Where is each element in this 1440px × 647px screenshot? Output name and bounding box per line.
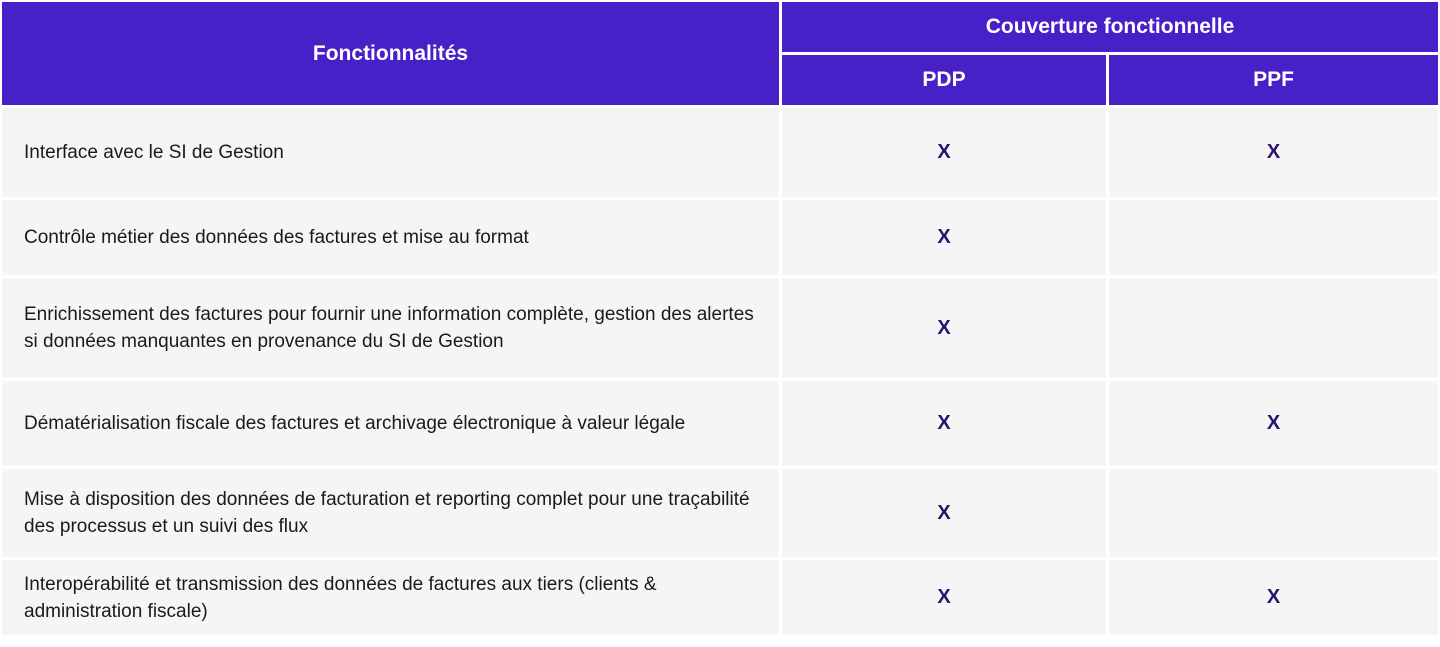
table-row	[2, 200, 1438, 278]
table-row	[2, 469, 1438, 560]
feature-cell: Enrichissement des factures pour fournir une information complète, gestion des alertes si données manquantes en provenance du SI de Gestion	[2, 278, 782, 381]
feature-cell: Interface avec le SI de Gestion	[2, 108, 782, 200]
header-pdp: PDP	[782, 55, 1109, 108]
table-row	[2, 108, 1438, 200]
feature-cell: Interopérabilité et transmission des données de factures aux tiers (clients & administration fiscale)	[2, 560, 782, 635]
coverage-table	[2, 2, 1438, 635]
feature-cell: Contrôle métier des données des factures et mise au format	[2, 200, 782, 278]
ppf-cell: X	[1109, 108, 1438, 200]
feature-cell: Mise à disposition des données de facturation et reporting complet pour une traçabilité des processus et un suivi des flux	[2, 469, 782, 560]
header-ppf: PPF	[1109, 55, 1438, 108]
ppf-cell: X	[1109, 560, 1438, 635]
header-row-top	[2, 2, 1438, 55]
header-features: Fonctionnalités	[2, 2, 782, 108]
pdp-cell: X	[782, 278, 1109, 381]
ppf-cell: X	[1109, 381, 1438, 469]
header-coverage: Couverture fonctionnelle	[782, 2, 1438, 55]
ppf-cell	[1109, 469, 1438, 560]
table-row	[2, 381, 1438, 469]
pdp-cell: X	[782, 381, 1109, 469]
pdp-cell: X	[782, 469, 1109, 560]
pdp-cell: X	[782, 108, 1109, 200]
ppf-cell	[1109, 200, 1438, 278]
ppf-cell	[1109, 278, 1438, 381]
table-row	[2, 278, 1438, 381]
pdp-cell: X	[782, 200, 1109, 278]
pdp-cell: X	[782, 560, 1109, 635]
table-row	[2, 560, 1438, 635]
feature-cell: Dématérialisation fiscale des factures et archivage électronique à valeur légale	[2, 381, 782, 469]
